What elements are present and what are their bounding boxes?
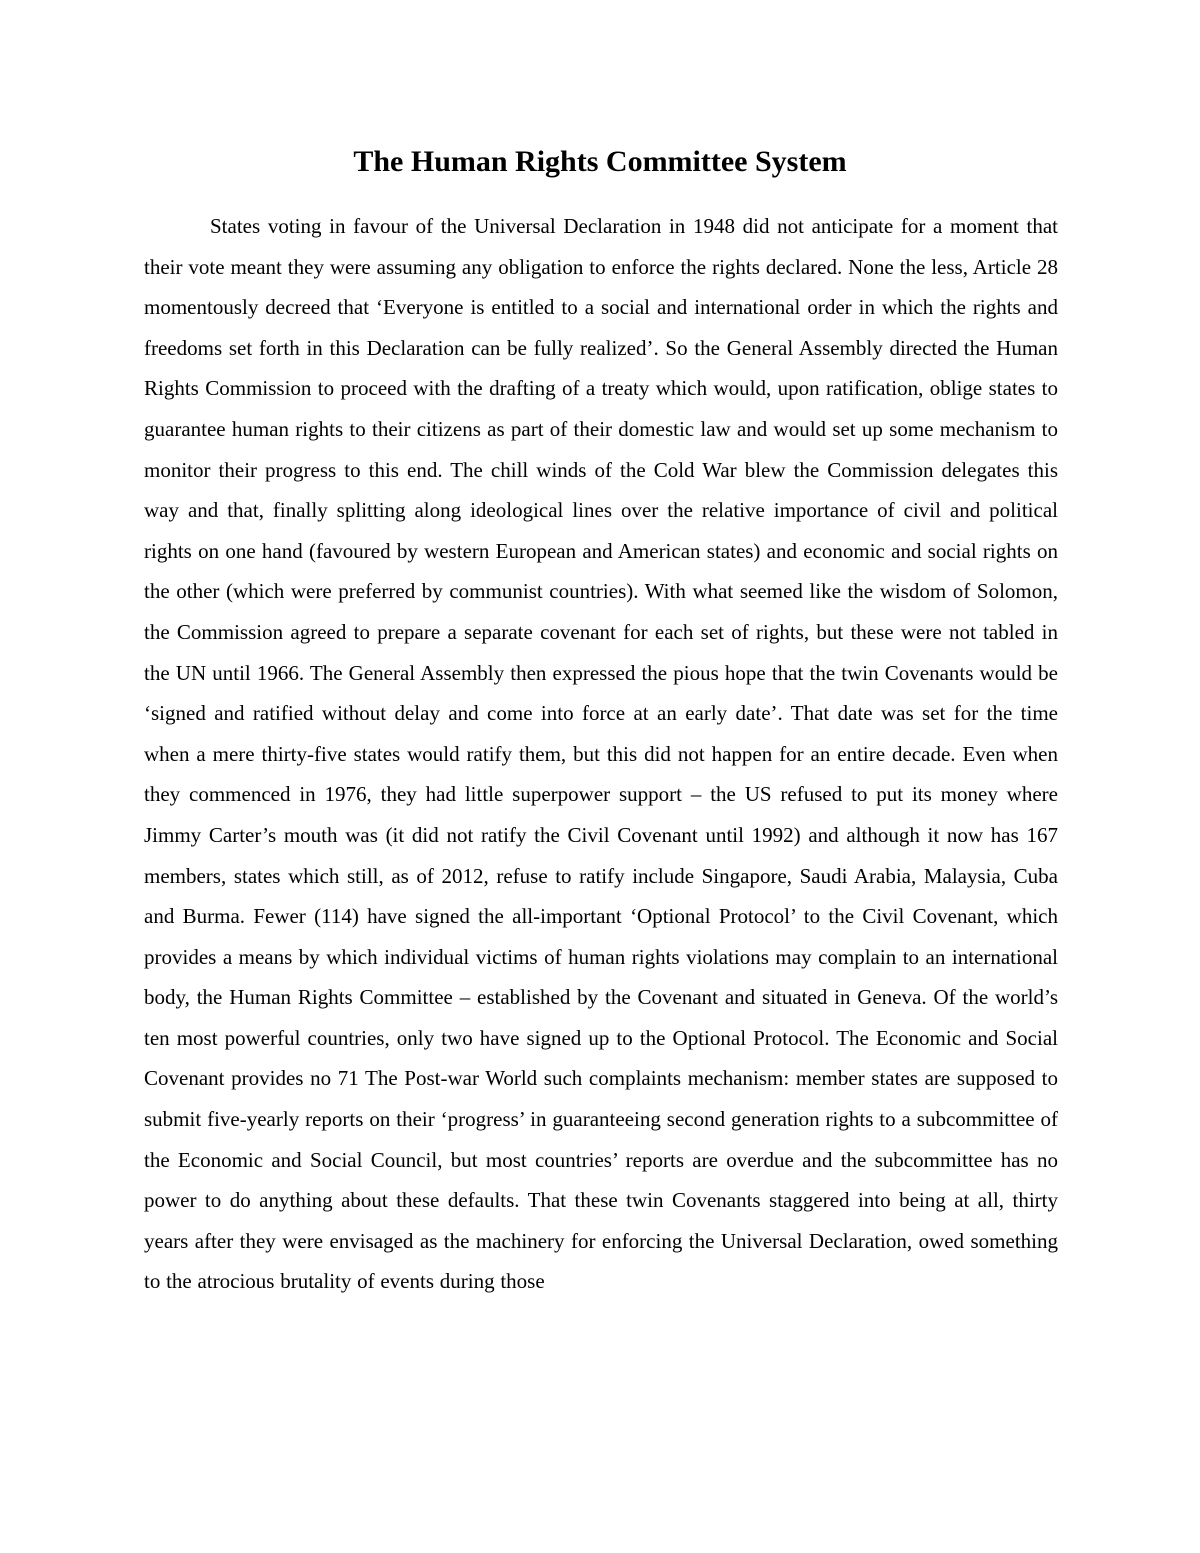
page-title: The Human Rights Committee System: [353, 145, 847, 178]
body-paragraph: States voting in favour of the Universal Declaration in 1948 did not anticipate for a moment that their vote meant they were assuming any obligation to enforce the rights declared. None the less, Article 28 momentously decreed that ‘Everyone is entitled to a social and international order in which the rights and freedoms set forth in this Declaration can be fully realized’. So the General Assembly directed the Human Rights Commission to proceed with the drafting of a treaty which would, upon ratification, oblige states to guarantee human rights to their citizens as part of their domestic law and would set up some mechanism to monitor their progress to this end. The chill winds of the Cold War blew the Commission delegates this way and that, finally splitting along ideological lines over the relative importance of civil and political rights on one hand (favoured by western European and American states) and economic and social rights on the other (which were preferred by communist countries). With what seemed like the wisdom of Solomon, the Commission agreed to prepare a separate covenant for each set of rights, but these were not tabled in the UN until 1966. The General Assembly then expressed the pious hope that the twin Covenants would be ‘signed and ratified without delay and come into force at an early date’. That date was set for the time when a mere thirty-five states would ratify them, but this did not happen for an entire decade. Even when they commenced in 1976, they had little superpower support – the US refused to put its money where Jimmy Carter’s mouth was (it did not ratify the Civil Covenant until 1992) and although it now has 167 members, states which still, as of 2012, refuse to ratify include Singapore, Saudi Arabia, Malaysia, Cuba and Burma. Fewer (114) have signed the all-important ‘Optional Protocol’ to the Civil Covenant, which provides a means by which individual victims of human rights violations may complain to an international body, the Human Rights Committee – established by the Covenant and situated in Geneva. Of the world’s ten most powerful countries, only two have signed up to the Optional Protocol. The Economic and Social Covenant provides no 71 The Post-war World such complaints mechanism: member states are supposed to submit five-yearly reports on their ‘progress’ in guaranteeing second generation rights to a subcommittee of the Economic and Social Council, but most countries’ reports are overdue and the subcommittee has no power to do anything about these defaults. That these twin Covenants staggered into being at all, thirty years after they were envisaged as the machinery for enforcing the Universal Declaration, owed something to the atrocious brutality of events during those: [144, 214, 1058, 1294]
